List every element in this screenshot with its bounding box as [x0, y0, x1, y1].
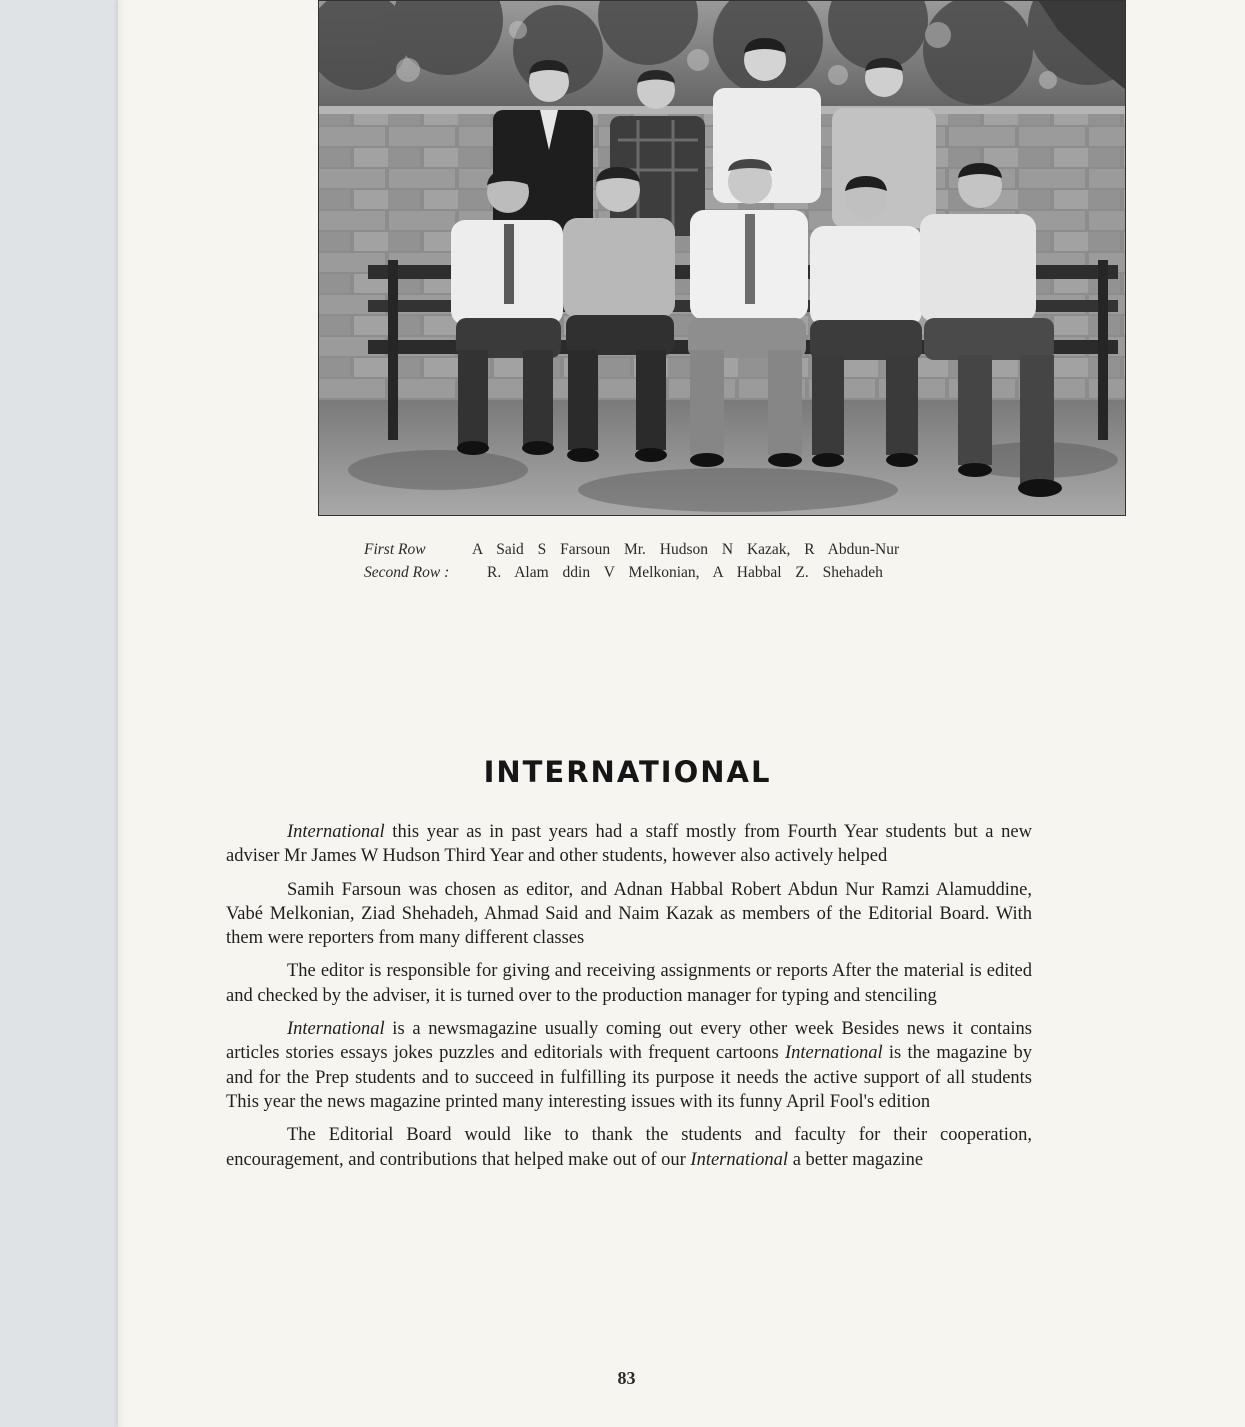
- caption-second-row: [364, 561, 899, 584]
- paragraph-5-text-a: The Editorial Board would like to thank the students and faculty for their cooperation, encouragement, and contributions that helped make out of our: [226, 1125, 1032, 1170]
- second-row-label: Second Row :: [364, 564, 450, 581]
- first-row-label: First Row: [364, 541, 426, 558]
- paragraph-4: [226, 1017, 1032, 1114]
- publication-title: International: [287, 1019, 385, 1040]
- paragraph-1-text: this year as in past years had a staff mostly from Fourth Year students but a new adviser Mr James W Hudson Third Year and other students, however also actively helped: [226, 822, 1032, 867]
- paragraph-1: [226, 820, 1032, 869]
- paragraph-5-text-b: a better magazine: [788, 1149, 924, 1170]
- first-row-names: A Said S Farsoun Mr. Hudson N Kazak, R Abdun-Nur: [472, 541, 900, 558]
- publication-title: International: [690, 1149, 789, 1170]
- publication-title: International: [287, 822, 385, 842]
- page-binding-edge: [118, 0, 126, 1427]
- paragraph-3: [226, 959, 1032, 1008]
- paragraph-2: [226, 878, 1032, 951]
- page-number: 83: [617, 1368, 636, 1388]
- paragraph-4-text-b: is the magazine by and for the Prep students and to succeed in fulfilling its purpose it needs the active support of all students This year the news magazine printed many interesting issues with its funny April Fool's edition: [226, 1043, 1032, 1112]
- caption-first-row: [364, 538, 899, 561]
- group-photograph: [318, 0, 1126, 516]
- article-heading: INTERNATIONAL: [483, 755, 772, 789]
- article-body: [226, 820, 1032, 1181]
- paragraph-2-text: Samih Farsoun was chosen as editor, and Adnan Habbal Robert Abdun Nur Ramzi Alamuddine, Vabé Melkonian, Ziad Shehadeh, Ahmad Said and Naim Kazak as members of the Editorial Board. With them were reporters from many different classes: [226, 879, 1032, 949]
- second-row-names: R. Alam ddin V Melkonian, A Habbal Z. Shehadeh: [487, 564, 883, 581]
- publication-title: International: [784, 1043, 883, 1064]
- paragraph-4-text-a: is a newsmagazine usually coming out every other week Besides news it contains articles stories essays jokes puzzles and editorials with frequent cartoons: [226, 1019, 1032, 1064]
- paragraph-3-text: The editor is responsible for giving and receiving assignments or reports After the material is edited and checked by the adviser, it is turned over to the production manager for typing and stenciling: [226, 961, 1032, 1006]
- photo-caption: [364, 538, 899, 584]
- paragraph-5: [226, 1123, 1032, 1172]
